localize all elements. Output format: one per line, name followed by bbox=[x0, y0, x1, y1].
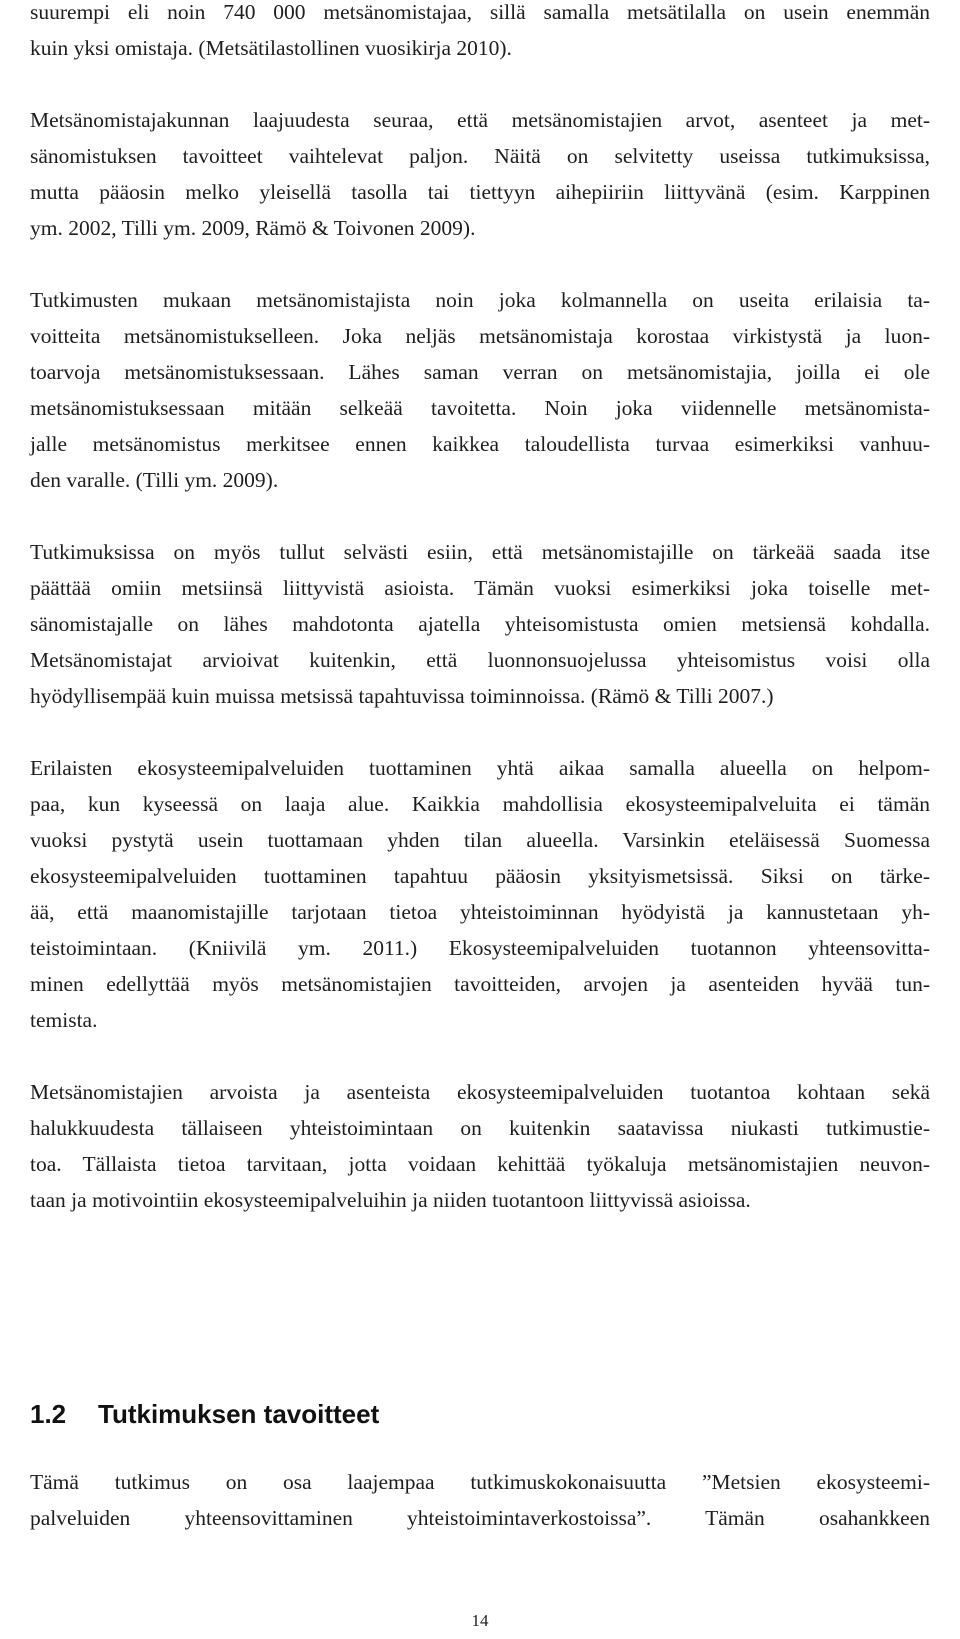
text-line: toa. Tällaista tietoa tarvitaan, jotta voidaan kehittää työkaluja metsänomistajien neuvon- bbox=[30, 1152, 930, 1176]
section-number: 1.2 bbox=[30, 1399, 67, 1429]
text-line: hyödyllisempää kuin muissa metsissä tapahtuvissa toiminnoissa. (Rämö & Tilli 2007.) bbox=[30, 684, 774, 708]
text-line: suurempi eli noin 740 000 metsänomistajaa, sillä samalla metsätilalla on usein enemmän bbox=[30, 0, 930, 24]
text-line: metsänomistuksessaan mitään selkeää tavoitetta. Noin joka viidennelle metsänomista- bbox=[30, 396, 930, 420]
text-line: ekosysteemipalveluiden tuottaminen tapahtuu pääosin yksityismetsissä. Siksi on tärke- bbox=[30, 864, 930, 888]
text-line: kuin yksi omistaja. (Metsätilastollinen vuosikirja 2010). bbox=[30, 36, 512, 60]
text-line: Metsänomistajien arvoista ja asenteista ekosysteemipalveluiden tuotantoa kohtaan sekä bbox=[30, 1080, 930, 1104]
text-line: minen edellyttää myös metsänomistajien tavoitteiden, arvojen ja asenteiden hyvää tun- bbox=[30, 972, 930, 996]
text-line: Tutkimusten mukaan metsänomistajista noin joka kolmannella on useita erilaisia ta- bbox=[30, 288, 930, 312]
text-line: taan ja motivointiin ekosysteemipalveluihin ja niiden tuotantoon liittyvissä asioissa. bbox=[30, 1188, 751, 1212]
text-line: Tutkimuksissa on myös tullut selvästi esiin, että metsänomistajille on tärkeää saada itse bbox=[30, 540, 930, 564]
text-line: jalle metsänomistus merkitsee ennen kaikkea taloudellista turvaa esimerkiksi vanhuu- bbox=[30, 432, 930, 456]
text-line: päättää omiin metsiinsä liittyvistä asioista. Tämän vuoksi esimerkiksi joka toiselle met- bbox=[30, 576, 930, 600]
text-line: sänomistajalle on lähes mahdotonta ajatella yhteisomistusta omien metsiensä kohdalla. bbox=[30, 612, 930, 636]
text-line: ym. 2002, Tilli ym. 2009, Rämö & Toivonen 2009). bbox=[30, 216, 476, 240]
text-line: mutta pääosin melko yleisellä tasolla tai tiettyyn aihepiiriin liittyvänä (esim. Karppinen bbox=[30, 180, 930, 204]
text-line: Metsänomistajat arvioivat kuitenkin, että luonnonsuojelussa yhteisomistus voisi olla bbox=[30, 648, 930, 672]
text-line: temista. bbox=[30, 1008, 98, 1032]
text-line: sänomistuksen tavoitteet vaihtelevat paljon. Näitä on selvitetty useissa tutkimuksissa, bbox=[30, 144, 930, 168]
text-line: vuoksi pystytä usein tuottamaan yhden tilan alueella. Varsinkin eteläisessä Suomessa bbox=[30, 828, 930, 852]
text-line: paa, kun kyseessä on laaja alue. Kaikkia mahdollisia ekosysteemipalveluita ei tämän bbox=[30, 792, 930, 816]
page-number: 14 bbox=[471, 1611, 489, 1630]
text-line: voitteita metsänomistukselleen. Joka neljäs metsänomistaja korostaa virkistystä ja luon- bbox=[30, 324, 930, 348]
text-line: Erilaisten ekosysteemipalveluiden tuottaminen yhtä aikaa samalla alueella on helpom- bbox=[30, 756, 930, 780]
text-line: halukkuudesta tällaiseen yhteistoimintaan on kuitenkin saatavissa niukasti tutkimustie- bbox=[30, 1116, 930, 1140]
text-line: teistoimintaan. (Kniivilä ym. 2011.) Ekosysteemipalveluiden tuotannon yhteensovitta- bbox=[30, 936, 930, 960]
text-line: Tämä tutkimus on osa laajempaa tutkimuskokonaisuutta ”Metsien ekosysteemi- bbox=[30, 1470, 930, 1494]
text-line: toarvoja metsänomistuksessaan. Lähes saman verran on metsänomistajia, joilla ei ole bbox=[30, 360, 930, 384]
section-heading bbox=[30, 1397, 379, 1431]
text-line: Metsänomistajakunnan laajuudesta seuraa, että metsänomistajien arvot, asenteet ja met- bbox=[30, 108, 930, 132]
section-title: Tutkimuksen tavoitteet bbox=[98, 1399, 380, 1429]
text-line: den varalle. (Tilli ym. 2009). bbox=[30, 468, 279, 492]
text-line: ää, että maanomistajille tarjotaan tietoa yhteistoiminnan hyödyistä ja kannustetaan yh- bbox=[30, 900, 930, 924]
text-line: palveluiden yhteensovittaminen yhteistoimintaverkostoissa”. Tämän osahankkeen bbox=[30, 1506, 930, 1530]
